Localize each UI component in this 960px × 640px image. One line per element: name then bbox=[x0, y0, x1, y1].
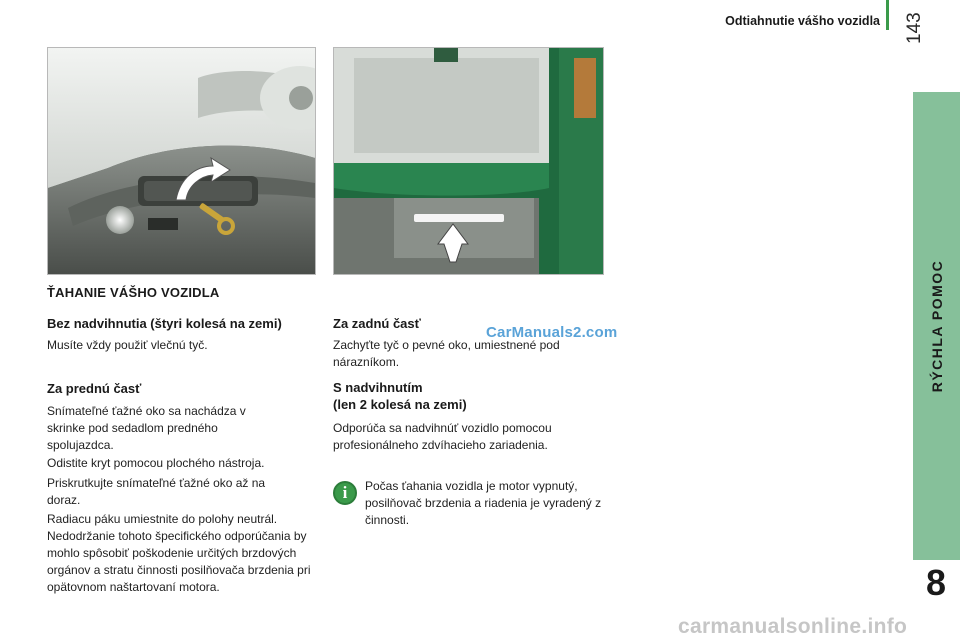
front-paragraph-2: Odistite kryt pomocou plochého nástroja. bbox=[47, 456, 265, 470]
chapter-number: 8 bbox=[925, 562, 947, 603]
without-lift-text: Musíte vždy použiť vlečnú tyč. bbox=[47, 338, 208, 352]
page-number: 143 bbox=[904, 12, 925, 44]
front-paragraph-3: Priskrutkujte snímateľné ťažné oko až na doraz. bbox=[47, 476, 266, 507]
rear-tow-eye-photo bbox=[333, 47, 604, 275]
rear-heading: Za zadnú časť bbox=[333, 316, 421, 331]
front-paragraph-1: Snímateľné ťažné oko sa nachádza v skrinke pod sedadlom predného spolujazdca. bbox=[47, 404, 246, 452]
with-lift-heading-line1: S nadvihnutím bbox=[333, 380, 423, 395]
watermark-top: CarManuals2.com bbox=[486, 324, 618, 341]
info-icon: i bbox=[333, 481, 357, 505]
section-title: ŤAHANIE VÁŠHO VOZIDLA bbox=[47, 285, 220, 300]
front-paragraph-4: Radiacu páku umiestnite do polohy neutrál. Nedodržanie tohoto špecifického odporúčania by mohlo spôsobiť poškodenie určitých brzdových orgánov a stratu činnosti posilňovača brzdenia pri opätovnom naštartovaní motora. bbox=[47, 512, 311, 594]
chapter-side-tab-label: RÝCHLA POMOC bbox=[928, 259, 945, 393]
with-lift-heading-line2: (len 2 kolesá na zemi) bbox=[333, 397, 467, 412]
rear-bumper-tow-eye-photo-icon bbox=[334, 48, 603, 274]
chapter-side-tab bbox=[913, 92, 960, 560]
with-lift-text: Odporúča sa nadvihnúť vozidlo pomocou profesionálneho zdvíhacieho zariadenia. bbox=[333, 421, 552, 452]
rear-text: Zachyťte tyč o pevné oko, umiestnené pod nárazníkom. bbox=[333, 338, 560, 369]
front-heading: Za prednú časť bbox=[47, 381, 142, 396]
watermark-bottom: carmanualsonline.info bbox=[678, 615, 908, 638]
header-rule bbox=[886, 0, 889, 30]
front-tow-eye-photo bbox=[47, 47, 316, 275]
without-lift-heading: Bez nadvihnutia (štyri kolesá na zemi) bbox=[47, 316, 282, 331]
info-text: Počas ťahania vozidla je motor vypnutý, posilňovač brzdenia a riadenia je vyradený z činnosti. bbox=[365, 479, 602, 527]
header-title: Odtiahnutie vášho vozidla bbox=[725, 14, 880, 28]
front-bumper-tow-eye-photo-icon bbox=[48, 48, 315, 274]
